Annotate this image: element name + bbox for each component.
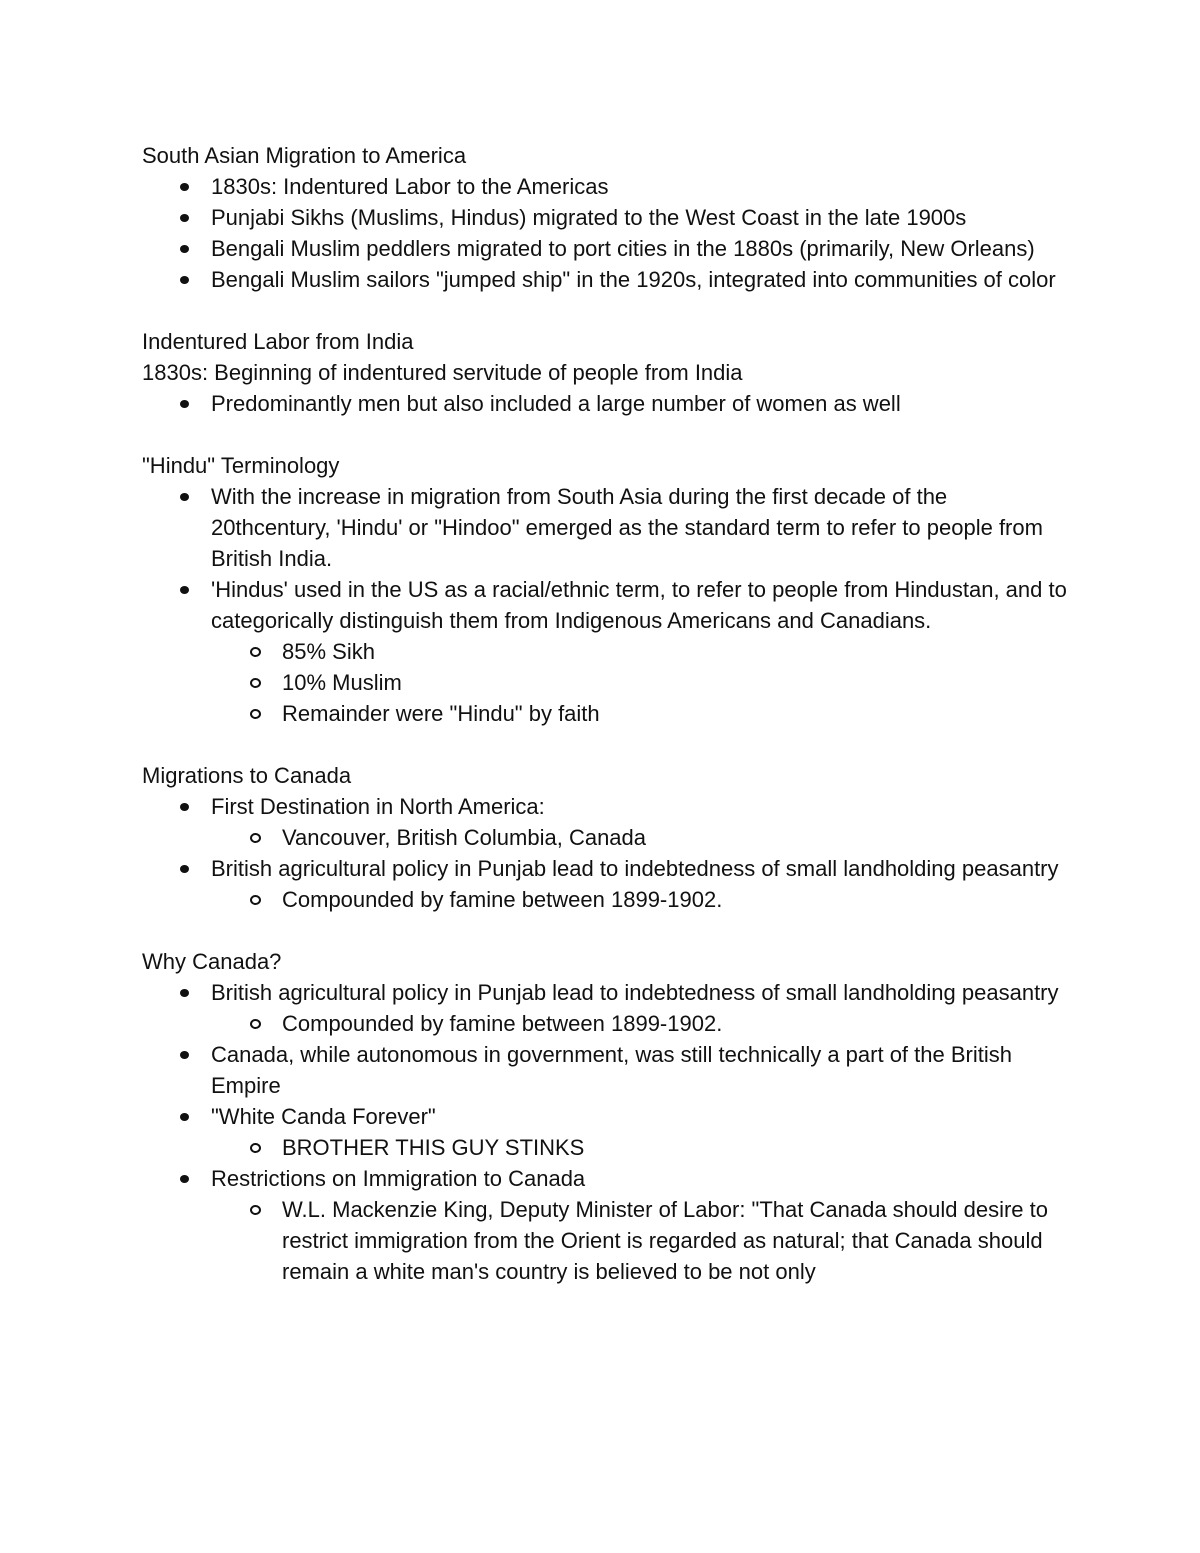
list-item (211, 791, 1072, 853)
sub-list-item-text: 85% Sikh (282, 639, 375, 664)
hollow-bullet-icon (250, 833, 261, 843)
filled-bullet-icon (180, 493, 189, 501)
hollow-bullet-icon (250, 678, 261, 688)
sub-list-item-text: BROTHER THIS GUY STINKS (282, 1135, 585, 1160)
filled-bullet-icon (180, 245, 189, 253)
list-item-text: British agricultural policy in Punjab lead to indebtedness of small landholding peasantry (211, 980, 1059, 1005)
section-migrations-to-canada (142, 760, 1072, 915)
section-heading: Indentured Labor from India (142, 329, 414, 354)
list-item (211, 977, 1072, 1039)
filled-bullet-icon (180, 1175, 189, 1183)
list-item-text: "White Canda Forever" (211, 1104, 436, 1129)
sub-list-item-text: Vancouver, British Columbia, Canada (282, 825, 647, 850)
sub-list-item-text: Compounded by famine between 1899-1902. (282, 1011, 723, 1036)
sub-list-item-text: Remainder were "Hindu" by faith (282, 701, 600, 726)
sub-list-item (282, 1008, 1072, 1039)
sub-list-item (282, 667, 1072, 698)
section-text-line: 1830s: Beginning of indentured servitude of people from India (142, 360, 743, 385)
blank-line (142, 295, 1072, 326)
list-item-text: 'Hindus' used in the US as a racial/ethnic term, to refer to people from Hindustan, and to categorically distinguish them from Indigenous Americans and Canadians. (211, 577, 1067, 633)
bullet-list (142, 481, 1072, 729)
section-why-canada (142, 946, 1072, 1287)
bullet-list (142, 388, 1072, 419)
filled-bullet-icon (180, 214, 189, 222)
list-item (211, 853, 1072, 915)
sub-list-item (282, 698, 1072, 729)
sub-bullet-list (211, 884, 1072, 915)
hollow-bullet-icon (250, 1205, 261, 1215)
sub-list-item (282, 1132, 1072, 1163)
filled-bullet-icon (180, 1113, 189, 1121)
filled-bullet-icon (180, 1051, 189, 1059)
sub-list-item (282, 636, 1072, 667)
sub-bullet-list (211, 636, 1072, 729)
sub-bullet-list (211, 822, 1072, 853)
sub-bullet-list (211, 1194, 1072, 1287)
list-item-text: 1830s: Indentured Labor to the Americas (211, 174, 609, 199)
list-item (211, 1039, 1072, 1101)
bullet-list (142, 977, 1072, 1287)
sub-list-item (282, 1194, 1072, 1287)
sub-list-item-text: Compounded by famine between 1899-1902. (282, 887, 723, 912)
list-item (211, 1163, 1072, 1287)
filled-bullet-icon (180, 586, 189, 594)
list-item-text: British agricultural policy in Punjab lead to indebtedness of small landholding peasantry (211, 856, 1059, 881)
sub-list-item-text: 10% Muslim (282, 670, 402, 695)
section-heading: Why Canada? (142, 949, 282, 974)
hollow-bullet-icon (250, 1019, 261, 1029)
sub-bullet-list (211, 1132, 1072, 1163)
sub-list-item (282, 884, 1072, 915)
blank-line (142, 729, 1072, 760)
list-item-text: Predominantly men but also included a large number of women as well (211, 391, 901, 416)
section-south-asian-migration (142, 140, 1072, 295)
section-heading: South Asian Migration to America (142, 143, 467, 168)
filled-bullet-icon (180, 865, 189, 873)
hollow-bullet-icon (250, 709, 261, 719)
filled-bullet-icon (180, 183, 189, 191)
list-item (211, 202, 1072, 233)
filled-bullet-icon (180, 989, 189, 997)
list-item-text: Bengali Muslim peddlers migrated to port cities in the 1880s (primarily, New Orleans) (211, 236, 1035, 261)
list-item-text: With the increase in migration from South Asia during the first decade of the 20thcentury, 'Hindu' or "Hindoo" emerged as the standard term to refer to people from British India. (211, 484, 1043, 571)
hollow-bullet-icon (250, 1143, 261, 1153)
list-item (211, 264, 1072, 295)
list-item-text: Bengali Muslim sailors "jumped ship" in the 1920s, integrated into communities of color (211, 267, 1056, 292)
filled-bullet-icon (180, 276, 189, 284)
bullet-list (142, 791, 1072, 915)
list-item (211, 574, 1072, 729)
hollow-bullet-icon (250, 647, 261, 657)
list-item (211, 1101, 1072, 1163)
document-page (142, 140, 1072, 1287)
section-hindu-terminology (142, 450, 1072, 729)
list-item-text: Canada, while autonomous in government, was still technically a part of the British Empire (211, 1042, 1012, 1098)
list-item (211, 388, 1072, 419)
section-heading: "Hindu" Terminology (142, 453, 340, 478)
hollow-bullet-icon (250, 895, 261, 905)
filled-bullet-icon (180, 400, 189, 408)
section-indentured-labor (142, 326, 1072, 419)
list-item-text: Restrictions on Immigration to Canada (211, 1166, 586, 1191)
list-item-text: First Destination in North America: (211, 794, 545, 819)
blank-line (142, 419, 1072, 450)
list-item-text: Punjabi Sikhs (Muslims, Hindus) migrated to the West Coast in the late 1900s (211, 205, 967, 230)
filled-bullet-icon (180, 803, 189, 811)
list-item (211, 481, 1072, 574)
sub-list-item (282, 822, 1072, 853)
sub-bullet-list (211, 1008, 1072, 1039)
section-heading: Migrations to Canada (142, 763, 352, 788)
list-item (211, 171, 1072, 202)
blank-line (142, 915, 1072, 946)
bullet-list (142, 171, 1072, 295)
list-item (211, 233, 1072, 264)
sub-list-item-text: W.L. Mackenzie King, Deputy Minister of Labor: "That Canada should desire to restrict immigration from the Orient is regarded as natural; that Canada should remain a white man's country is believed to be not only (282, 1197, 1048, 1284)
